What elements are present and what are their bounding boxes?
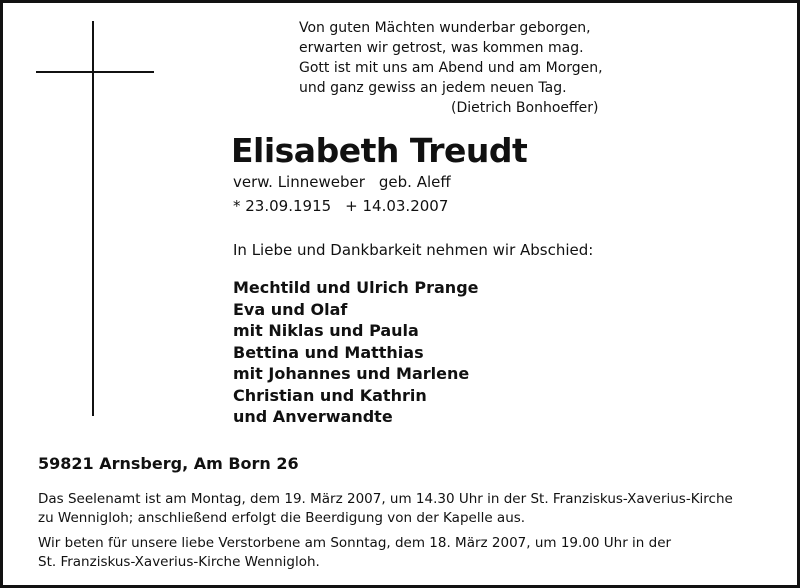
paragraph-line: St. Franziskus-Xaverius-Kirche Wennigloh. xyxy=(38,554,320,570)
paragraph-line: zu Wennigloh; anschließend erfolgt die Beerdigung von der Kapelle aus. xyxy=(38,510,526,526)
mourner-line: und Anverwandte xyxy=(233,407,393,426)
poem-line: und ganz gewiss an jedem neuen Tag. xyxy=(299,80,567,96)
deceased-name: Elisabeth Treudt xyxy=(231,131,528,170)
death-date: + 14.03.2007 xyxy=(345,197,449,215)
birth-date: * 23.09.1915 xyxy=(233,197,332,215)
mourner-line: Bettina und Matthias xyxy=(233,342,424,362)
life-dates xyxy=(233,197,448,215)
poem-line: Gott ist mit uns am Abend und am Morgen, xyxy=(299,60,603,76)
birth-name: geb. Aleff xyxy=(378,173,451,191)
cross-icon-vertical-beam xyxy=(92,21,94,416)
cross-icon-horizontal-beam xyxy=(36,71,154,73)
mourner-line: Eva und Olaf xyxy=(233,299,348,319)
widowed-name: verw. Linneweber xyxy=(233,173,365,191)
poem-line: erwarten wir getrost, was kommen mag. xyxy=(299,40,584,56)
paragraph-line: Das Seelenamt ist am Montag, dem 19. März 2007, um 14.30 Uhr in der St. Franziskus-Xaverius-Kirche xyxy=(38,491,733,507)
deceased-name-details xyxy=(233,173,451,191)
family-address: 59821 Arnsberg, Am Born 26 xyxy=(38,454,299,473)
mourner-line: Mechtild und Ulrich Prange xyxy=(233,278,479,297)
poem-line: Von guten Mächten wunderbar geborgen, xyxy=(299,20,591,36)
poem-attribution: (Dietrich Bonhoeffer) xyxy=(451,100,599,116)
paragraph-line: Wir beten für unsere liebe Verstorbene am Sonntag, dem 18. März 2007, um 19.00 Uhr in der xyxy=(38,535,672,551)
requiem-mass-info xyxy=(38,490,733,528)
mourners-list xyxy=(233,277,479,428)
prayer-service-info xyxy=(38,534,671,572)
mourner-line: Christian und Kathrin xyxy=(233,385,427,405)
mourner-line: mit Niklas und Paula xyxy=(233,321,419,340)
mourner-line: mit Johannes und Marlene xyxy=(233,364,470,383)
farewell-text: In Liebe und Dankbarkeit nehmen wir Abschied: xyxy=(233,241,594,259)
poem-quote xyxy=(299,18,603,118)
